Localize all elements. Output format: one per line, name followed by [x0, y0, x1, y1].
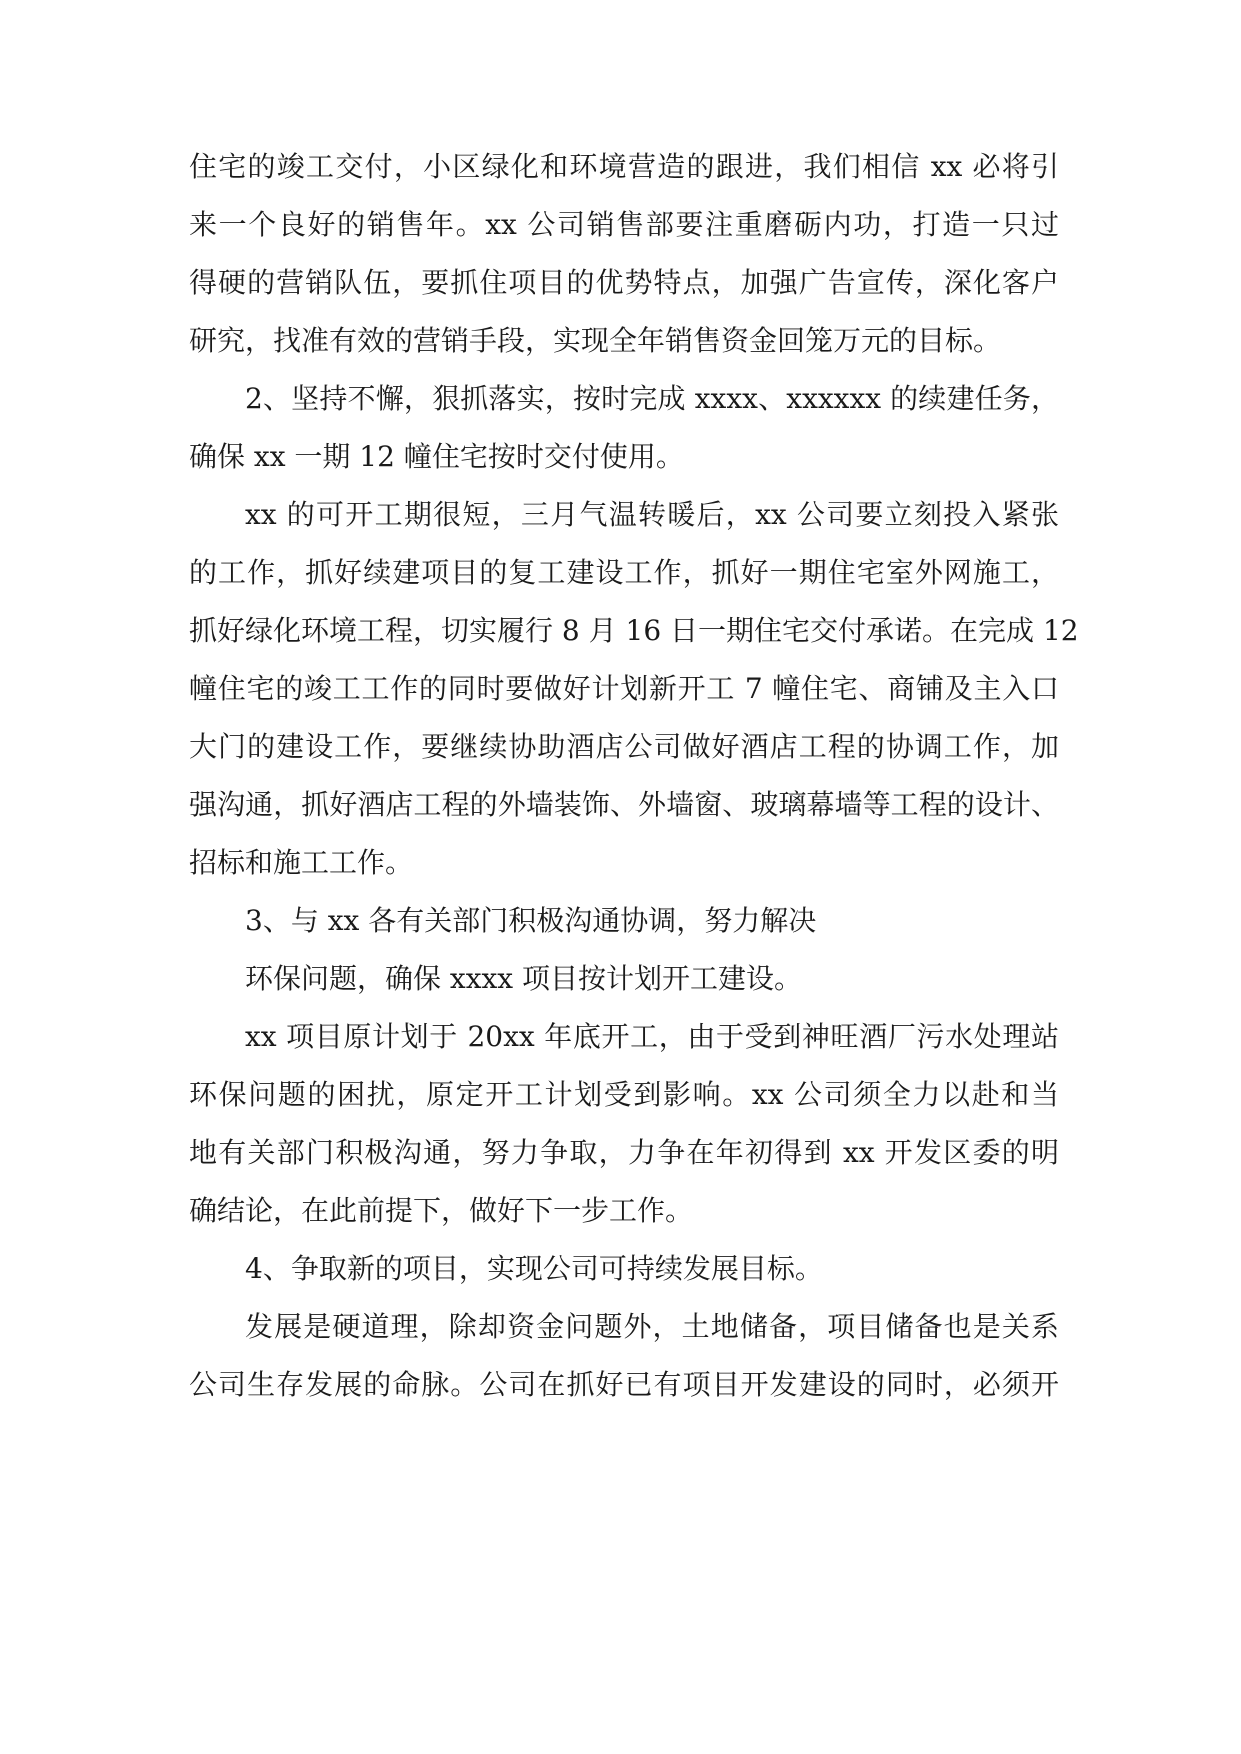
text-line: 得硬的营销队伍，要抓住项目的优势特点，加强广告宣传，深化客户 [189, 266, 1059, 299]
text-line: 确保 xx 一期 12 幢住宅按时交付使用。 [189, 440, 684, 473]
text-line: 幢住宅的竣工工作的同时要做好计划新开工 7 幢住宅、商铺及主入口 [189, 672, 1059, 705]
text-line: 的工作，抓好续建项目的复工建设工作，抓好一期住宅室外网施工， [189, 556, 1059, 589]
text-line: 住宅的竣工交付，小区绿化和环境营造的跟进，我们相信 xx 必将引 [189, 150, 1059, 183]
text-line: 发展是硬道理，除却资金问题外，土地储备，项目储备也是关系 [245, 1310, 1059, 1343]
text-line: 强沟通，抓好酒店工程的外墙装饰、外墙窗、玻璃幕墙等工程的设计、 [189, 788, 1059, 821]
text-line: 招标和施工工作。 [189, 846, 414, 879]
text-line: 确结论，在此前提下，做好下一步工作。 [189, 1194, 694, 1227]
section-heading: 4、争取新的项目，实现公司可持续发展目标。 [245, 1252, 823, 1285]
section-heading: 3、与 xx 各有关部门积极沟通协调，努力解决 [245, 904, 817, 937]
text-line: xx 的可开工期很短，三月气温转暖后，xx 公司要立刻投入紧张 [245, 498, 1059, 531]
section-heading: 2、坚持不懈，狠抓落实，按时完成 xxxx、xxxxxx 的续建任务， [245, 382, 1059, 415]
text-line: 地有关部门积极沟通，努力争取，力争在年初得到 xx 开发区委的明 [189, 1136, 1059, 1169]
text-line: 公司生存发展的命脉。公司在抓好已有项目开发建设的同时，必须开 [189, 1368, 1059, 1401]
text-line: 环保问题，确保 xxxx 项目按计划开工建设。 [245, 962, 802, 995]
text-line: 大门的建设工作，要继续协助酒店公司做好酒店工程的协调工作，加 [189, 730, 1059, 763]
text-line: 环保问题的困扰，原定开工计划受到影响。xx 公司须全力以赴和当 [189, 1078, 1059, 1111]
text-line: xx 项目原计划于 20xx 年底开工，由于受到神旺酒厂污水处理站 [245, 1020, 1059, 1053]
text-line: 研究，找准有效的营销手段，实现全年销售资金回笼万元的目标。 [189, 324, 1002, 357]
text-line: 来一个良好的销售年。xx 公司销售部要注重磨砺内功，打造一只过 [189, 208, 1059, 241]
text-line: 抓好绿化环境工程，切实履行 8 月 16 日一期住宅交付承诺。在完成 12 [189, 614, 1079, 647]
